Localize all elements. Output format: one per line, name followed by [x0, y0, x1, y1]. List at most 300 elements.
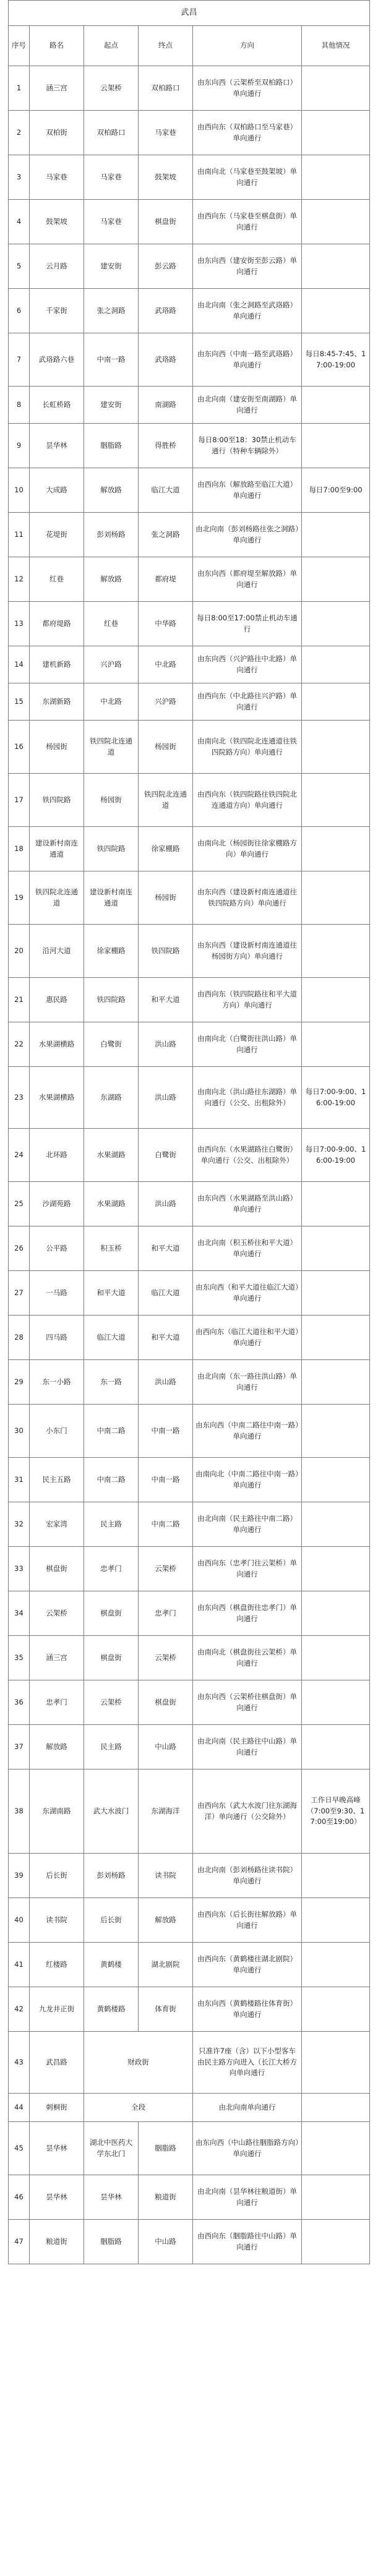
cell-other: [302, 200, 370, 244]
cell-road: 刺桐街: [30, 2094, 84, 2122]
cell-road: 东湖南路: [30, 1769, 84, 1854]
cell-no: 5: [9, 244, 30, 289]
cell-other: [302, 2175, 370, 2220]
one-way-traffic-table: [8, 0, 370, 2264]
cell-direction: 由东向西（建设新村南连通道往铁四院路方向）单向通行: [193, 871, 302, 925]
table-row: [9, 925, 370, 978]
cell-end: 解放路: [139, 1898, 193, 1943]
header-road: 路名: [30, 26, 84, 66]
cell-other: [302, 1271, 370, 1316]
header-no: 序号: [9, 26, 30, 66]
table-row: [9, 1769, 370, 1854]
cell-other: [302, 2032, 370, 2094]
table-row: [9, 244, 370, 289]
cell-start: 中南二路: [84, 1458, 139, 1502]
cell-road: 云架桥: [30, 1591, 84, 1636]
cell-direction: 每日8:00至18：30禁止机动车通行（特种车辆除外）: [193, 424, 302, 468]
cell-other: [302, 1405, 370, 1458]
cell-direction: 由西向东（中北路往兴沪路）单向通行: [193, 683, 302, 721]
cell-no: 22: [9, 1022, 30, 1067]
cell-other: [302, 111, 370, 155]
cell-other: [302, 774, 370, 827]
cell-road: 长虹桥路: [30, 387, 84, 424]
table-row: [9, 1226, 370, 1271]
table-row: [9, 1943, 370, 1987]
cell-other: [302, 1360, 370, 1405]
cell-other: [302, 683, 370, 721]
cell-start: 杨园街: [84, 774, 139, 827]
cell-direction: 由南向北（中南二路往中南一路）单向通行: [193, 1458, 302, 1502]
table-title: 武昌: [9, 1, 370, 26]
cell-other: [302, 66, 370, 111]
cell-other: [302, 1943, 370, 1987]
cell-no: 31: [9, 1458, 30, 1502]
cell-direction: 由东向西（中南一路至武珞路）单向通行: [193, 333, 302, 387]
table-row: [9, 1022, 370, 1067]
cell-end: 武珞路: [139, 289, 193, 333]
cell-no: 7: [9, 333, 30, 387]
cell-no: 34: [9, 1591, 30, 1636]
cell-end: 彭云路: [139, 244, 193, 289]
table-row: [9, 774, 370, 827]
cell-start: 双柏路口: [84, 111, 139, 155]
cell-start: 忠孝门: [84, 1547, 139, 1591]
cell-direction: 由东向西（建安街至彭云路）单向通行: [193, 244, 302, 289]
cell-direction: 由西向东（忠孝门往云架桥）单向通行: [193, 1547, 302, 1591]
cell-no: 6: [9, 289, 30, 333]
cell-end: 杨园街: [139, 721, 193, 774]
cell-direction: 由南向北（白鹭街往洪山路）单向通行: [193, 1022, 302, 1067]
table-row: [9, 871, 370, 925]
cell-road: 惠民路: [30, 978, 84, 1022]
cell-no: 42: [9, 1987, 30, 2032]
table-row: [9, 1987, 370, 2032]
table-row: [9, 289, 370, 333]
cell-other: 工作日早晚高峰（7:00至9:30、17:00至19:00）: [302, 1769, 370, 1854]
cell-direction: 由南向北（洪山路往东湖路）单向通行（公交、出租除外）: [193, 1067, 302, 1129]
cell-no: 24: [9, 1129, 30, 1182]
cell-road: 水果湖横路: [30, 1022, 84, 1067]
cell-direction: 由北向南（彭刘杨路往读书院）单向通行: [193, 1854, 302, 1898]
cell-no: 19: [9, 871, 30, 925]
cell-direction: 由东向西（建设新村南连通道往杨园街方向）单向通行: [193, 925, 302, 978]
cell-direction: 每日8:00至17:00禁止机动车通行: [193, 602, 302, 646]
cell-other: 每日8:45-7:45、17:00-19:00: [302, 333, 370, 387]
cell-other: [302, 1898, 370, 1943]
cell-no: 35: [9, 1636, 30, 1680]
cell-no: 13: [9, 602, 30, 646]
cell-other: [302, 827, 370, 871]
cell-end: 棋盘街: [139, 200, 193, 244]
cell-other: [302, 1022, 370, 1067]
cell-end: 临江大道: [139, 468, 193, 513]
table-row: [9, 1067, 370, 1129]
cell-end: 云架桥: [139, 1636, 193, 1680]
cell-start: 铁四院路: [84, 827, 139, 871]
cell-direction: 由北向南（积玉桥往和平大道）单向通行: [193, 1226, 302, 1271]
cell-start: 昙华林: [84, 2175, 139, 2220]
cell-no: 2: [9, 111, 30, 155]
cell-end: 体育街: [139, 1987, 193, 2032]
cell-start: 后长街: [84, 1898, 139, 1943]
cell-no: 45: [9, 2122, 30, 2175]
cell-road: 昙华林: [30, 424, 84, 468]
cell-no: 8: [9, 387, 30, 424]
cell-no: 27: [9, 1271, 30, 1316]
cell-other: [302, 1182, 370, 1226]
cell-end: 和平大道: [139, 1316, 193, 1360]
table-row: [9, 2220, 370, 2264]
cell-direction: 由西向东（双柏路口至马家巷）单向通行: [193, 111, 302, 155]
cell-start: 临江大道: [84, 1316, 139, 1360]
cell-direction: 由北向南（民主路往中南二路）单向通行: [193, 1502, 302, 1547]
cell-road: 红楼路: [30, 1943, 84, 1987]
cell-no: 44: [9, 2094, 30, 2122]
cell-direction: 由西向东（武大水波门往东湖海洋）单向通行（公交除外）: [193, 1769, 302, 1854]
table-header-row: [9, 26, 370, 66]
cell-start: 民主路: [84, 1502, 139, 1547]
cell-end: 中南一路: [139, 1458, 193, 1502]
cell-no: 18: [9, 827, 30, 871]
cell-no: 39: [9, 1854, 30, 1898]
cell-end: 南湖路: [139, 387, 193, 424]
cell-no: 30: [9, 1405, 30, 1458]
cell-road: 铁四院北连通道: [30, 871, 84, 925]
cell-road: 武昌路: [30, 2032, 84, 2094]
cell-direction: 只准许7座（含）以下小型客车由民主路方向进入（长江大桥方向单向通行: [193, 2032, 302, 2094]
cell-end: 洪山路: [139, 1182, 193, 1226]
cell-direction: 由东向西（云架桥至双柏路口）单向通行: [193, 66, 302, 111]
cell-end: 中南一路: [139, 1405, 193, 1458]
cell-end: 都府堤: [139, 557, 193, 602]
cell-start: 中南一路: [84, 333, 139, 387]
table-row: [9, 1502, 370, 1547]
cell-start: 建安街: [84, 387, 139, 424]
cell-road: 公平路: [30, 1226, 84, 1271]
cell-start: 红巷: [84, 602, 139, 646]
cell-start: 建安街: [84, 244, 139, 289]
cell-end: 棋盘街: [139, 1680, 193, 1725]
cell-road: 四马路: [30, 1316, 84, 1360]
cell-other: [302, 925, 370, 978]
cell-other: [302, 1636, 370, 1680]
cell-direction: 由北向南（张之洞路至武珞路）单向通行: [193, 289, 302, 333]
cell-start: 水果湖路: [84, 1182, 139, 1226]
cell-start: 黄鹤楼: [84, 1943, 139, 1987]
cell-no: 46: [9, 2175, 30, 2220]
table-row: [9, 1680, 370, 1725]
cell-no: 47: [9, 2220, 30, 2264]
cell-road: 大成路: [30, 468, 84, 513]
cell-other: [302, 1680, 370, 1725]
cell-road: 红巷: [30, 557, 84, 602]
cell-road: 水果湖横路: [30, 1067, 84, 1129]
cell-start: 民主路: [84, 1725, 139, 1769]
cell-no: 37: [9, 1725, 30, 1769]
cell-no: 12: [9, 557, 30, 602]
cell-road: 沿河大道: [30, 925, 84, 978]
cell-road: 九龙井正街: [30, 1987, 84, 2032]
cell-end: 杨园街: [139, 871, 193, 925]
table-row: [9, 1405, 370, 1458]
table-row: [9, 333, 370, 387]
cell-other: [302, 513, 370, 557]
cell-start: 徐家棚路: [84, 925, 139, 978]
cell-end: 东湖海洋: [139, 1769, 193, 1854]
table-row: [9, 1182, 370, 1226]
table-body: [9, 66, 370, 2264]
header-end: 终点: [139, 26, 193, 66]
cell-end: 鼓架坡: [139, 155, 193, 200]
cell-end: 白鹭街: [139, 1129, 193, 1182]
cell-end: 铁四院路: [139, 925, 193, 978]
cell-start: 棋盘街: [84, 1591, 139, 1636]
cell-start: 黄鹤楼路: [84, 1987, 139, 2032]
table-row: [9, 513, 370, 557]
cell-direction: 由东向西（黄鹤楼路往体育街）单向通行: [193, 1987, 302, 2032]
cell-direction: 由西向东（水果湖路往白鹭街）单向通行（公交、出租除外）: [193, 1129, 302, 1182]
cell-direction: 由西向东（后长街往解放路）单向通行: [193, 1898, 302, 1943]
cell-end: 中北路: [139, 646, 193, 683]
cell-other: [302, 2220, 370, 2264]
cell-start: 胭脂路: [84, 2220, 139, 2264]
cell-road: 小东门: [30, 1405, 84, 1458]
cell-no: 20: [9, 925, 30, 978]
cell-end: 和平大道: [139, 1226, 193, 1271]
cell-other: [302, 721, 370, 774]
cell-no: 25: [9, 1182, 30, 1226]
cell-road: 宏家湾: [30, 1502, 84, 1547]
table-row: [9, 978, 370, 1022]
cell-end: 粮道街: [139, 2175, 193, 2220]
table-row: [9, 1725, 370, 1769]
cell-direction: 由北向南（东一路往洪山路）单向通行: [193, 1360, 302, 1405]
cell-road: 粮道街: [30, 2220, 84, 2264]
cell-road: 一马路: [30, 1271, 84, 1316]
table-row: [9, 155, 370, 200]
cell-end: 武珞路: [139, 333, 193, 387]
cell-no: 36: [9, 1680, 30, 1725]
cell-start: 云架桥: [84, 1680, 139, 1725]
table-row: [9, 683, 370, 721]
cell-start: 解放路: [84, 468, 139, 513]
cell-no: 33: [9, 1547, 30, 1591]
table-title-row: [9, 1, 370, 26]
cell-other: [302, 289, 370, 333]
table-row: [9, 602, 370, 646]
cell-road: 铁四院路: [30, 774, 84, 827]
cell-direction: 由东向西（中山路往胭脂路方向）单向通行: [193, 2122, 302, 2175]
cell-road: 涵三宫: [30, 1636, 84, 1680]
cell-no: 3: [9, 155, 30, 200]
table-row: [9, 1271, 370, 1316]
cell-road: 棋盘街: [30, 1547, 84, 1591]
cell-start: 中北路: [84, 683, 139, 721]
cell-direction: 由西向东（马家巷至棋盘街）单向通行: [193, 200, 302, 244]
table-row: [9, 1854, 370, 1898]
cell-road: 后长街: [30, 1854, 84, 1898]
cell-no: 10: [9, 468, 30, 513]
table-row: [9, 827, 370, 871]
cell-no: 15: [9, 683, 30, 721]
cell-other: [302, 1591, 370, 1636]
cell-road: 读书院: [30, 1898, 84, 1943]
cell-start: 铁四院北连通道: [84, 721, 139, 774]
cell-direction: 由南向北（铁四院北连通道往铁四院路方向）单向通行: [193, 721, 302, 774]
cell-other: 每日7:00-9:00、16:00-19:00: [302, 1067, 370, 1129]
table-row: [9, 1360, 370, 1405]
cell-road: 千家街: [30, 289, 84, 333]
cell-other: [302, 387, 370, 424]
cell-end: 中南二路: [139, 1502, 193, 1547]
table-row: [9, 646, 370, 683]
cell-start: 全段: [84, 2094, 193, 2122]
table-row: [9, 2032, 370, 2094]
cell-start: 和平大道: [84, 1271, 139, 1316]
cell-end: 临江大道: [139, 1271, 193, 1316]
cell-road: 武珞路六巷: [30, 333, 84, 387]
header-start: 起点: [84, 26, 139, 66]
cell-start: 白鹭街: [84, 1022, 139, 1067]
cell-end: 湖北剧院: [139, 1943, 193, 1987]
cell-end: 中山路: [139, 2220, 193, 2264]
cell-end: 和平大道: [139, 978, 193, 1022]
cell-direction: 由西向东（黄鹤楼往湖北剧院）单向通行: [193, 1943, 302, 1987]
table-row: [9, 424, 370, 468]
cell-direction: 由西向东（铁四院路往和平大道方向）单向通行: [193, 978, 302, 1022]
table-row: [9, 2094, 370, 2122]
cell-end: 中华路: [139, 602, 193, 646]
cell-start: 兴沪路: [84, 646, 139, 683]
cell-other: [302, 1458, 370, 1502]
cell-road: 双柏街: [30, 111, 84, 155]
cell-start: 胭脂路: [84, 424, 139, 468]
cell-road: 东湖新路: [30, 683, 84, 721]
table-row: [9, 1458, 370, 1502]
cell-start: 马家巷: [84, 200, 139, 244]
table-row: [9, 557, 370, 602]
cell-end: 洪山路: [139, 1022, 193, 1067]
cell-road: 东一小路: [30, 1360, 84, 1405]
cell-other: [302, 2122, 370, 2175]
table-row: [9, 1898, 370, 1943]
cell-end: 忠孝门: [139, 1591, 193, 1636]
cell-end: 洪山路: [139, 1360, 193, 1405]
table-row: [9, 1547, 370, 1591]
cell-road: 昙华林: [30, 2175, 84, 2220]
cell-start: 水果湖路: [84, 1129, 139, 1182]
cell-direction: 由东向西（兴沪路往中北路）单向通行: [193, 646, 302, 683]
cell-road: 沙湖苑路: [30, 1182, 84, 1226]
cell-direction: 由南向北（棋盘街往云架桥）单向通行: [193, 1636, 302, 1680]
cell-start: 东湖路: [84, 1067, 139, 1129]
cell-no: 41: [9, 1943, 30, 1987]
cell-direction: 由东向西（中南二路往中南一路）单向通行: [193, 1405, 302, 1458]
cell-start: 棋盘街: [84, 1636, 139, 1680]
cell-end: 洪山路: [139, 1067, 193, 1129]
cell-direction: 由北向南单向通行: [193, 2094, 302, 2122]
cell-road: 云月路: [30, 244, 84, 289]
cell-other: [302, 1725, 370, 1769]
table-row: [9, 1129, 370, 1182]
cell-start: 财政街: [84, 2032, 193, 2094]
cell-direction: 由北向南（民主路往中山路）单向通行: [193, 1725, 302, 1769]
cell-no: 40: [9, 1898, 30, 1943]
cell-end: 云架桥: [139, 1547, 193, 1591]
cell-end: 徐家棚路: [139, 827, 193, 871]
cell-start: 东一路: [84, 1360, 139, 1405]
cell-other: [302, 646, 370, 683]
cell-direction: 由西向东（胭脂路往中山路）单向通行: [193, 2220, 302, 2264]
table-row: [9, 468, 370, 513]
cell-direction: 由北向南（彭刘杨路往张之洞路）单向通行: [193, 513, 302, 557]
cell-no: 23: [9, 1067, 30, 1129]
cell-no: 26: [9, 1226, 30, 1271]
cell-start: 湖北中医药大学东北门: [84, 2122, 139, 2175]
table-row: [9, 66, 370, 111]
cell-road: 花堤街: [30, 513, 84, 557]
cell-no: 11: [9, 513, 30, 557]
cell-end: 铁四院北连通道: [139, 774, 193, 827]
cell-end: 读书院: [139, 1854, 193, 1898]
cell-no: 28: [9, 1316, 30, 1360]
table-row: [9, 1591, 370, 1636]
cell-other: [302, 2094, 370, 2122]
cell-end: 得胜桥: [139, 424, 193, 468]
cell-no: 14: [9, 646, 30, 683]
cell-direction: 由北向南（建安街至南湖路）单向通行: [193, 387, 302, 424]
cell-no: 16: [9, 721, 30, 774]
cell-road: 民主五路: [30, 1458, 84, 1502]
cell-road: 涵三宫: [30, 66, 84, 111]
cell-other: [302, 1854, 370, 1898]
cell-other: [302, 602, 370, 646]
cell-other: [302, 871, 370, 925]
cell-road: 杨园街: [30, 721, 84, 774]
cell-other: [302, 1547, 370, 1591]
cell-start: 铁四院路: [84, 978, 139, 1022]
header-other: 其他情况: [302, 26, 370, 66]
cell-other: [302, 424, 370, 468]
cell-end: 双柏路口: [139, 66, 193, 111]
cell-other: [302, 1226, 370, 1271]
table-row: [9, 2175, 370, 2220]
table-row: [9, 1316, 370, 1360]
cell-direction: 由东向西（水果湖路至洪山路）单向通行: [193, 1182, 302, 1226]
cell-other: 每日7:00至9:00: [302, 468, 370, 513]
cell-direction: 由北向南（昙华林往粮道街）单向通行: [193, 2175, 302, 2220]
cell-road: 解放路: [30, 1725, 84, 1769]
cell-end: 胭脂路: [139, 2122, 193, 2175]
cell-start: 解放路: [84, 557, 139, 602]
cell-no: 1: [9, 66, 30, 111]
cell-end: 中山路: [139, 1725, 193, 1769]
cell-road: 昙华林: [30, 2122, 84, 2175]
cell-road: 鼓架坡: [30, 200, 84, 244]
cell-road: 建机新路: [30, 646, 84, 683]
cell-start: 积玉桥: [84, 1226, 139, 1271]
cell-start: 云架桥: [84, 66, 139, 111]
cell-direction: 由东向西（棋盘街往忠孝门）单向通行: [193, 1591, 302, 1636]
table-row: [9, 111, 370, 155]
cell-no: 17: [9, 774, 30, 827]
cell-end: 马家巷: [139, 111, 193, 155]
cell-end: 兴沪路: [139, 683, 193, 721]
cell-start: 武大水波门: [84, 1769, 139, 1854]
cell-direction: 由东向西（云架桥往棋盘街）单向通行: [193, 1680, 302, 1725]
cell-direction: 由南向北（马家巷至鼓架坡）单向通行: [193, 155, 302, 200]
cell-direction: 由西向东（铁四院路往铁四院北连通道方向）单向通行: [193, 774, 302, 827]
